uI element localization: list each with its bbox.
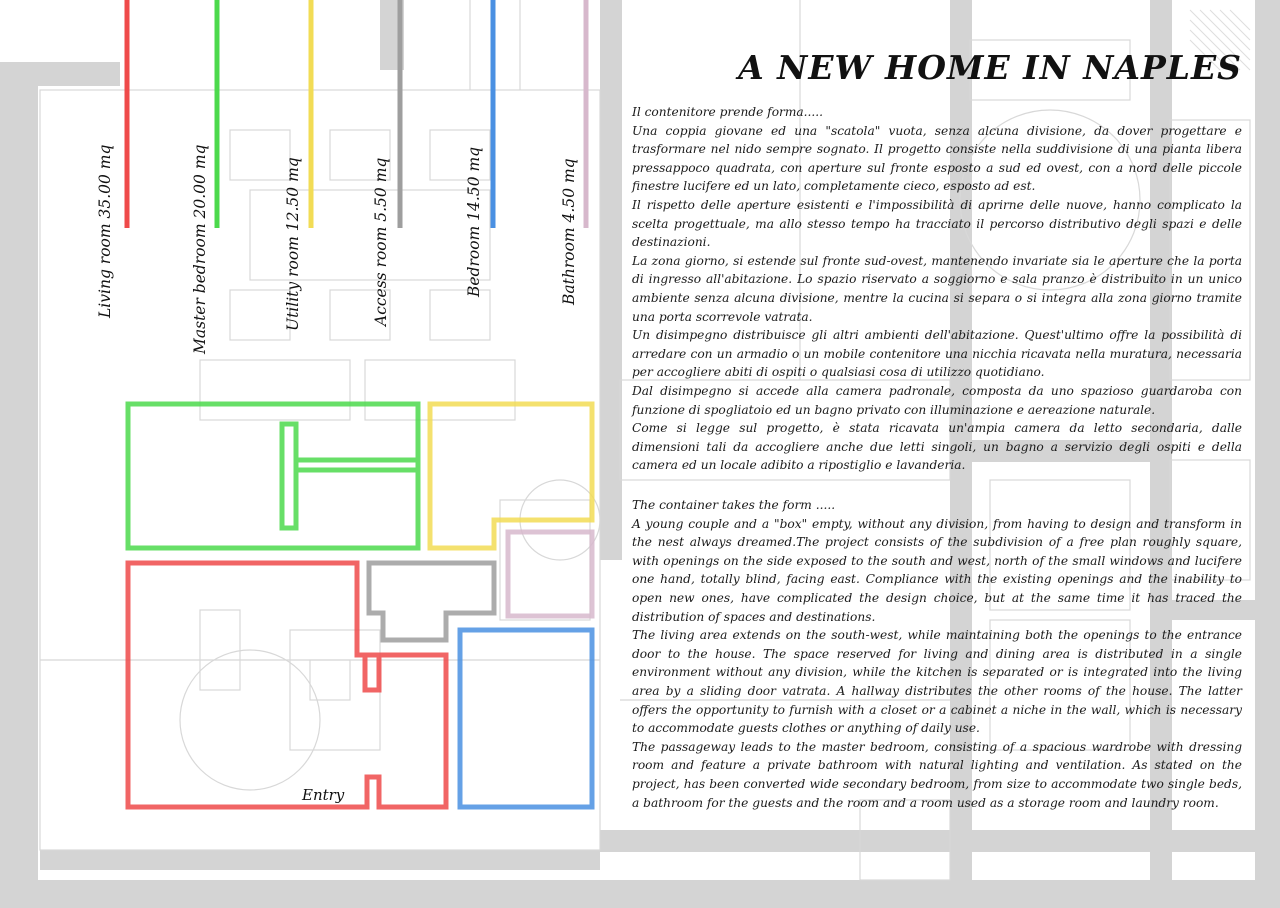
- legend-label-bathroom: Bathroom 4.50 mq: [560, 158, 578, 305]
- entry-label: Entry: [302, 786, 345, 804]
- english-paragraph: The living area extends on the south-west, while maintaining both the openings to the entrance door to the house. The space reserved for living and dining area is distributed in a single environment without any division, while the kitchen is separated or is integrated into the living area by a sliding door vatrata. A hallway distributes the other rooms of the house. The latter offers the opportunity to furnish with a closet or a cabinet a niche in the wall, which is necessary to accommodate guests clothes or anything of daily use.: [632, 628, 1242, 736]
- english-description: [632, 496, 1242, 812]
- italian-paragraph: Il rispetto delle aperture esistenti e l'impossibilità di aprirne delle nuove, hanno complicato la scelta progettuale, ma allo stesso tempo ha tracciato il percorso distributivo degli spazi e delle destinazioni.: [632, 197, 1242, 250]
- room-outline-master-bedroom: [128, 404, 418, 548]
- legend-label-living-room: Living room 35.00 mq: [96, 144, 114, 318]
- room-outline-utility-room: [430, 404, 592, 548]
- legend-label-master-bedroom: Master bedroom 20.00 mq: [191, 144, 209, 354]
- room-outline-living-room: [128, 563, 446, 807]
- room-outline-bathroom: [508, 532, 592, 616]
- legend-label-access-room: Access room 5.50 mq: [372, 157, 390, 326]
- italian-paragraph: Come si legge sul progetto, è stata ricavata un'ampia camera da letto secondaria, dalle dimensioni tali da accogliere anche due letti singoli, un bagno a servizio degli ospiti e della camera ed un locale adibito a ripostiglio e lavanderia.: [632, 421, 1242, 473]
- legend-label-bedroom: Bedroom 14.50 mq: [465, 146, 483, 297]
- italian-paragraph: La zona giorno, si estende sul fronte sud-ovest, mantenendo invariate sia le aperture che la porta di ingresso all'abitazione. Lo spazio riservato a soggiorno e sala pranzo è distribuito in un unico ambiente senza alcuna divisione, mentre la cucina si separa o si integra alla zona giorno tramite una porta scorrevole vatrata.: [632, 253, 1242, 324]
- italian-paragraph: Una coppia giovane ed una "scatola" vuota, senza alcuna divisione, da dover progettare e trasformare nel nido sempre sognato. Il progetto consiste nella suddivisione di una pianta libera pressappoco quadrata, con aperture sul fronte esposto a sud ed ovest, con a nord delle piccole finestre lucifere ed un lato, completamente cieco, esposto ad est.: [632, 123, 1242, 194]
- legend-label-utility-room: Utility room 12.50 mq: [284, 157, 302, 331]
- italian-paragraph: Dal disimpegno si accede alla camera padronale, composta da uno spazioso guardaroba con funzione di spogliatoio ed un bagno privato con illuminazione e aereazione naturale.: [632, 383, 1242, 417]
- italian-description: [632, 103, 1242, 475]
- english-paragraph: A young couple and a "box" empty, without any division, from having to design and transform in the nest always dreamed.The project consists of the subdivision of a free plan roughly square, with openings on the side exposed to the south and west, north of the small windows and lucifere one hand, totally blind, facing east. Compliance with the existing openings and the inability to open new ones, have complicated the design choice, but at the same time it has traced the distribution of spaces and destinations.: [632, 516, 1242, 624]
- italian-paragraph: Un disimpegno distribuisce gli altri ambienti dell'abitazione. Quest'ultimo offre la possibilità di arredare con un armadio o un mobile contenitore una nicchia ricavata nella muratura, necessaria per accogliere abiti di ospiti o qualsiasi cosa di utilizzo quotidiano.: [632, 328, 1242, 380]
- english-paragraph: The container takes the form .....: [632, 498, 836, 512]
- english-paragraph: The passageway leads to the master bedroom, consisting of a spacious wardrobe with dressing room and feature a private bathroom with natural lighting and ventilation. As stated on the project, has been converted wide secondary bedroom, from size to accommodate two single beds, a bathroom for the guests and the room and a room used as a storage room and laundry room.: [632, 739, 1242, 810]
- italian-paragraph: Il contenitore prende forma.....: [632, 105, 824, 119]
- page-title: A NEW HOME IN NAPLES: [738, 48, 1242, 87]
- room-outline-bedroom: [460, 630, 592, 807]
